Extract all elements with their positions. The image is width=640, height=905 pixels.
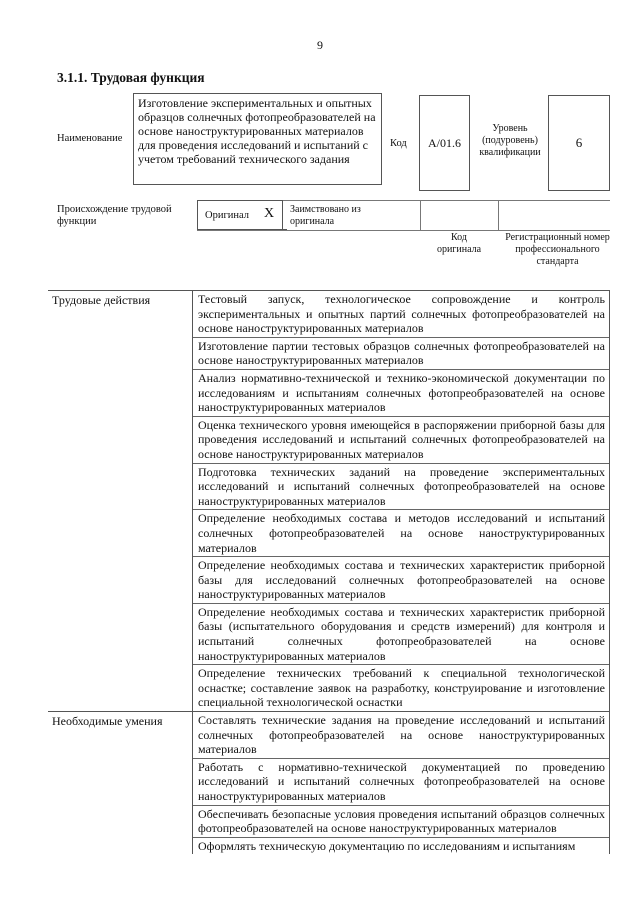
origin-divider-1 (420, 200, 421, 230)
table-row: Тестовый запуск, технологическое сопровождение и контроль экспериментальных и опытных партий солнечных фотопреобразователей на основе наноструктурированных материалов (193, 291, 609, 338)
group-rows (192, 712, 610, 854)
level-label: Уровень (подуровень) квалификации (479, 123, 541, 158)
page-number: 9 (317, 38, 323, 52)
group-rows (192, 291, 610, 711)
section-title: 3.1.1. Трудовая функция (57, 70, 205, 85)
table-row: Определение необходимых состава и технических характеристик приборной базы для исследований солнечных фотопреобразователей на основе наноструктурированных материалов (193, 557, 609, 604)
table-row: Определение технических требований к специальной технологической оснастке; составление заявок на разработку, конструирование и изготовление специальной технологической оснастки (198, 666, 605, 710)
table-row: Анализ нормативно-технической и технико-экономической документации по исследованиям и испытаниям солнечных фотопреобразователей на основе наноструктурированных материалов (193, 370, 609, 417)
origin-bottom-line (197, 230, 610, 231)
group-labor-actions (48, 290, 610, 711)
code-value: А/01.6 (428, 135, 461, 150)
origin-label: Происхождение трудовой функции (57, 204, 172, 227)
function-table (48, 290, 610, 854)
level-box (548, 95, 610, 191)
table-row: Оценка технического уровня имеющейся в распоряжении приборной базы для проведения исследований и испытаний солнечных фотопреобразователей на основе наноструктурированных материалов (193, 417, 609, 464)
table-row: Оформлять техническую документацию по исследованиям и испытаниям (198, 838, 576, 853)
original-mark: X (264, 206, 275, 221)
page-bottom-edge (48, 872, 610, 905)
group-label: Трудовые действия (52, 293, 151, 307)
table-row: Работать с нормативно-технической документацией по проведению исследований и испытаний солнечных фотопреобразователей на основе наноструктурированных материалов (193, 759, 609, 806)
origin-top-line (283, 200, 610, 201)
table-row: Изготовление партии тестовых образцов солнечных фотопреобразователей на основе наноструктурированных материалов (193, 338, 609, 370)
table-row: Составлять технические задания на проведение исследований и испытаний солнечных фотопреобразователей на основе наноструктурированных материалов (193, 712, 609, 759)
group-skills (48, 711, 610, 854)
table-row: Определение необходимых состава и технических характеристик приборной базы (испытательного оборудования и средств измерений) для контроля и испытаний солнечных фотопреобразователей на основе наноструктурированных материалов (193, 604, 609, 665)
code-box (419, 95, 470, 191)
code-original-label: Код оригинала (436, 232, 482, 255)
table-row: Подготовка технических заданий на проведение экспериментальных исследований и испытаний солнечных фотопреобразователей на основе наноструктурированных материалов (193, 464, 609, 511)
function-name-text: Изготовление экспериментальных и опытных образцов солнечных фотопреобразователей на основе наноструктурированных материалов для проведения исследований и испытаний с учетом требований технического задания (138, 96, 376, 166)
level-value: 6 (575, 135, 583, 150)
group-label: Необходимые умения (52, 714, 163, 729)
code-label: Код (390, 138, 407, 149)
name-label: Наименование (57, 133, 123, 144)
borrowed-label: Заимствовано из оригинала (290, 204, 361, 227)
function-name-box (133, 93, 382, 185)
table-row: Обеспечивать безопасные условия проведения испытаний образцов солнечных фотопреобразователей на основе наноструктурированных материалов (193, 806, 609, 838)
origin-divider-2 (498, 200, 499, 230)
original-label: Оригинал (205, 210, 249, 221)
table-row: Определение необходимых состава и методов исследований и испытаний солнечных фотопреобразователей на основе наноструктурированных материалов (193, 510, 609, 557)
reg-number-label: Регистрационный номер профессионального стандарта (505, 232, 610, 267)
